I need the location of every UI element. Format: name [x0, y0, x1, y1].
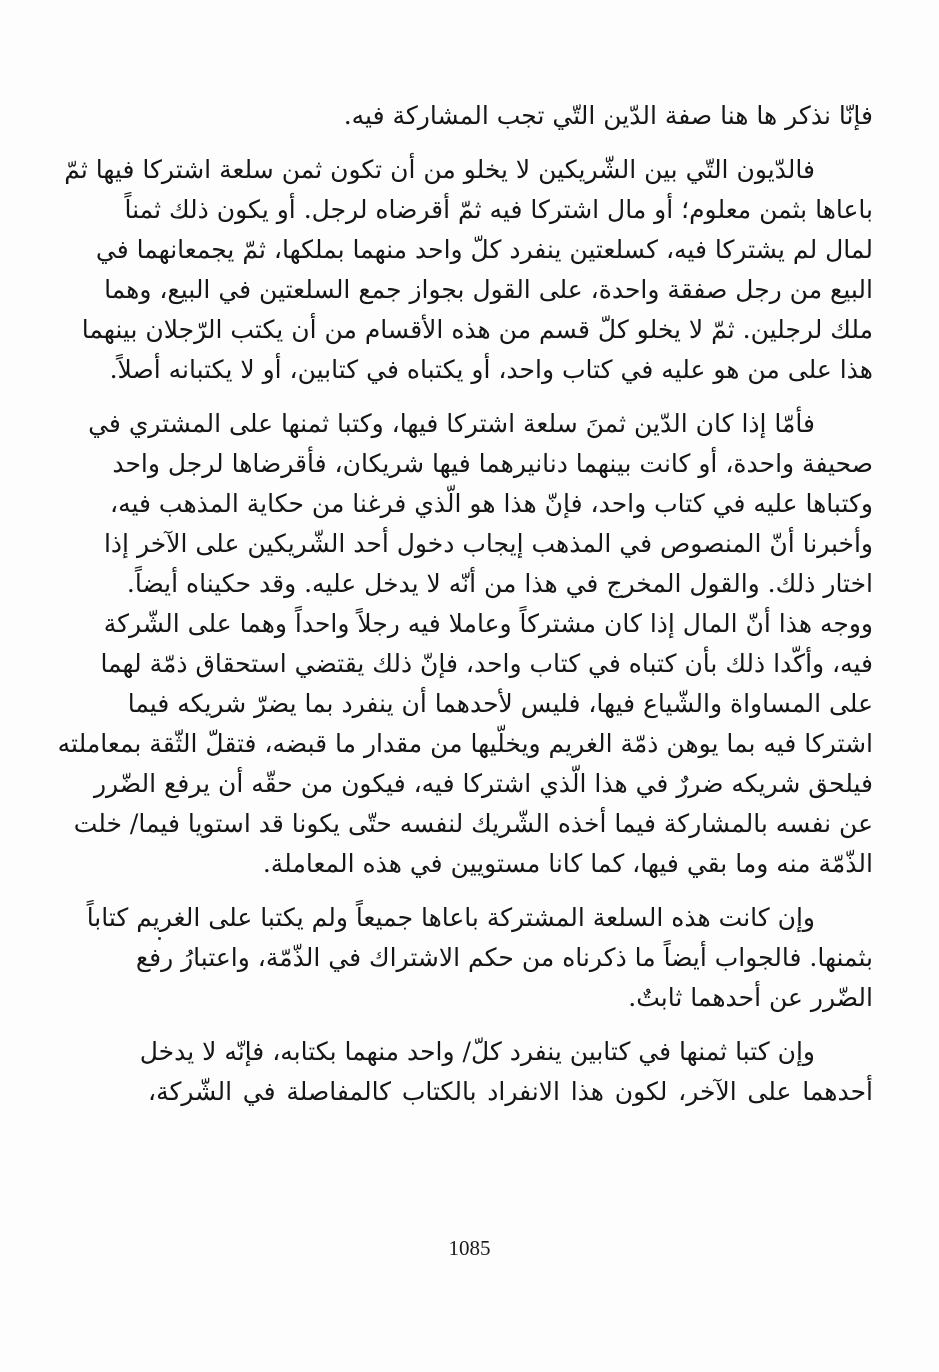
paragraph-5: [139, 1032, 873, 1112]
margin-dot: [158, 937, 161, 940]
text-line: البيع من رجل صفقة واحدة، على القول بجواز جمع السلعتين في البيع، وهما: [104, 275, 873, 304]
text-line: لمال لم يشتركا فيه، كسلعتين ينفرد كلّ واحد منهما بملكها، ثمّ يجمعانهما في: [95, 235, 873, 264]
text-line: الضّرر عن أحدهما ثابتٌ.: [628, 983, 873, 1012]
text-line: وأخبرنا أنّ المنصوص في المذهب إيجاب دخول أحد الشّريكين على الآخر إذا: [103, 529, 873, 558]
text-line: هذا على من هو عليه في كتاب واحد، أو يكتباه في كتابين، أو لا يكتبانه أصلاً.: [109, 355, 873, 384]
text-line: وإن كانت هذه السلعة المشتركة باعاها جميعاً ولم يكتبا على الغريم كتاباً: [86, 903, 815, 932]
text-line: اشتركا فيه بما يوهن ذمّة الغريم ويخلّيها من مقدار ما قبضه، فتقلّ الثّقة بمعاملته: [57, 729, 873, 758]
text-line: أحدهما على الآخر، لكون هذا الانفراد بالكتاب كالمفاصلة في الشّركة،: [148, 1077, 873, 1106]
paragraph-2: [64, 150, 873, 390]
text-line: فيه، وأكّدا ذلك بأن كتباه في كتاب واحد، فإنّ ذلك يقتضي استحقاق ذمّة لهما: [100, 649, 873, 678]
text-line: بثمنها. فالجواب أيضاً ما ذكرناه من حكم الاشتراك في الذّمّة، واعتبارُ رفع: [135, 943, 873, 972]
paragraph-4: [86, 898, 873, 1018]
text-line: صحيفة واحدة، أو كانت بينهما دنانيرهما فيها شريكان، فأقرضاها لرجل واحد: [112, 449, 873, 478]
text-line: ووجه هذا أنّ المال إذا كان مشتركاً وعاملا فيه رجلاً واحداً وهما على الشّركة: [103, 609, 873, 638]
paragraph-1: [148, 96, 873, 136]
text-line: فيلحق شريكه ضررٌ في هذا الّذي اشتركا فيه، فيكون من حقّه أن يرفع الضّرر: [93, 769, 873, 798]
text-line: الذّمّة منه وما بقي فيها، كما كانا مستويين في هذه المعاملة.: [262, 849, 873, 878]
text-line: فأمّا إذا كان الدّين ثمنَ سلعة اشتركا فيها، وكتبا ثمنها على المشتري في: [88, 409, 815, 438]
page-number: 1085: [448, 1236, 491, 1260]
text-line: وكتباها عليه في كتاب واحد، فإنّ هذا هو الّذي فرغنا من حكاية المذهب فيه،: [110, 489, 873, 518]
text-line: فإنّا نذكر ها هنا صفة الدّين التّي تجب المشاركة فيه.: [343, 101, 873, 130]
body-text: [57, 96, 873, 1126]
text-line: عن نفسه بالمشاركة فيما أخذه الشّريك لنفسه حتّى يكونا قد استويا فيما/ خلت: [73, 809, 873, 838]
text-line: وإن كتبا ثمنها في كتابين ينفرد كلّ/ واحد منهما بكتابه، فإنّه لا يدخل: [139, 1037, 815, 1066]
text-line: باعاها بثمن معلوم؛ أو مال اشتركا فيه ثمّ أقرضاه لرجل. أو يكون ذلك ثمناً: [124, 195, 873, 224]
paragraph-3: [57, 404, 873, 884]
text-line: فالدّيون التّي بين الشّريكين لا يخلو من أن تكون ثمن سلعة اشتركا فيها ثمّ: [64, 155, 815, 184]
text-line: اختار ذلك. والقول المخرج في هذا من أنّه لا يدخل عليه. وقد حكيناه أيضاً.: [126, 569, 873, 598]
text-line: ملك لرجلين. ثمّ لا يخلو كلّ قسم من هذه الأقسام من أن يكتب الرّجلان بينهما: [81, 315, 873, 344]
text-line: على المساواة والشّياع فيها، فليس لأحدهما أن ينفرد بما يضرّ شريكه فيما: [127, 689, 873, 718]
